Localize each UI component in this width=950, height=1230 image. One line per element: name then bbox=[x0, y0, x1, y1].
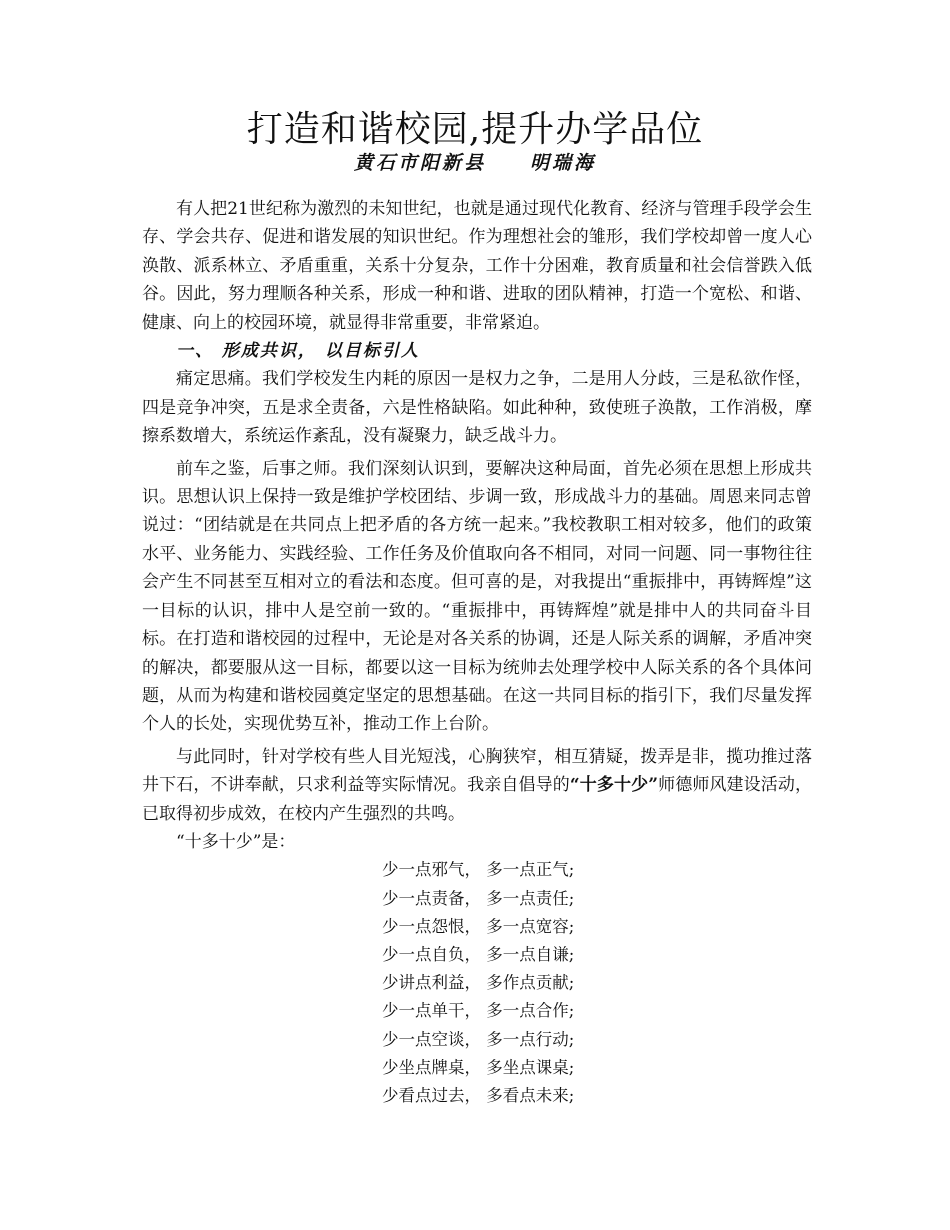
poem-line: 少一点邪气， 多一点正气; bbox=[382, 860, 575, 880]
paragraph-campaign bbox=[142, 743, 812, 828]
poem-line: 少一点空谈， 多一点行动; bbox=[382, 1029, 575, 1049]
poem-line: 少一点单干， 多一点合作; bbox=[382, 1001, 575, 1021]
poem-line: 少一点怨恨， 多一点宽容; bbox=[382, 916, 575, 936]
poem-list bbox=[142, 856, 812, 1110]
author-line: 黄石市阳新县 明瑞海 bbox=[353, 152, 596, 174]
poem-line: 少看点过去， 多看点未来; bbox=[382, 1085, 575, 1105]
paragraph-campaign-text-1: 与此同时，针对学校有些人目光短浅，心胸狭窄，相互猜疑，拨弄是非，揽功推过落井下石，不讲奉献，只求利益等实际情况。我亲自倡导的 bbox=[142, 746, 812, 796]
paragraph-causes: 痛定思痛。我们学校发生内耗的原因一是权力之争，二是用人分歧，三是私欲作怪，四是竞争冲突，五是求全责备，六是性格缺陷。如此种种，致使班子涣散，工作消极，摩擦系数增大，系统运作紊乱，没有凝聚力，缺乏战斗力。 bbox=[142, 369, 812, 447]
paragraph-intro: 有人把21世纪称为激烈的未知世纪，也就是通过现代化教育、经济与管理手段学会生存、学会共存、促进和谐发展的知识世纪。作为理想社会的雏形，我们学校却曾一度人心涣散、派系林立、矛盾重重，关系十分复杂，工作十分困难，教育质量和社会信誉跌入低谷。因此，努力理顺各种关系，形成一种和谐、进取的团队精神，打造一个宽松、和谐、健康、向上的校园环境，就显得非常重要，非常紧迫。 bbox=[142, 199, 812, 333]
document-body bbox=[142, 195, 812, 1110]
document-title: 打造和谐校园,提升办学品位 bbox=[246, 109, 704, 150]
poem-intro: “十多十少”是： bbox=[176, 831, 296, 852]
poem-line: 少坐点牌桌， 多坐点课桌; bbox=[382, 1057, 575, 1077]
section-heading-1: 一、 形成共识， 以目标引人 bbox=[176, 341, 420, 362]
poem-line: 少一点自负， 多一点自谦; bbox=[382, 944, 575, 964]
poem-line: 少一点责备， 多一点责任; bbox=[382, 888, 575, 908]
poem-line: 少讲点利益， 多作点贡献; bbox=[382, 973, 575, 993]
paragraph-consensus: 前车之鉴，后事之师。我们深刻认识到，要解决这种局面，首先必须在思想上形成共识。思想认识上保持一致是维护学校团结、步调一致，形成战斗力的基础。周恩来同志曾说过：“团结就是在共同点上把矛盾的各方统一起来。”我校教职工相对较多，他们的政策水平、业务能力、实践经验、工作任务及价值取向各不相同，对同一问题、同一事物往往会产生不同甚至互相对立的看法和态度。但可喜的是，对我提出“重振排中，再铸辉煌”这一目标的认识，排中人是空前一致的。“重振排中，再铸辉煌”就是排中人的共同奋斗目标。在打造和谐校园的过程中，无论是对各关系的协调，还是人际关系的调解，矛盾冲突的解决，都要服从这一目标，都要以这一目标为统帅去处理学校中人际关系的各个具体问题，从而为构建和谐校园奠定坚定的思想基础。在这一共同目标的指引下，我们尽量发挥个人的长处，实现优势互补，推动工作上台阶。 bbox=[142, 458, 812, 735]
paragraph-campaign-text-2: 师德师风建设活动，已取得初步成效，在校内产生强烈的共鸣。 bbox=[142, 775, 813, 824]
campaign-name: “十多十少” bbox=[569, 775, 658, 796]
